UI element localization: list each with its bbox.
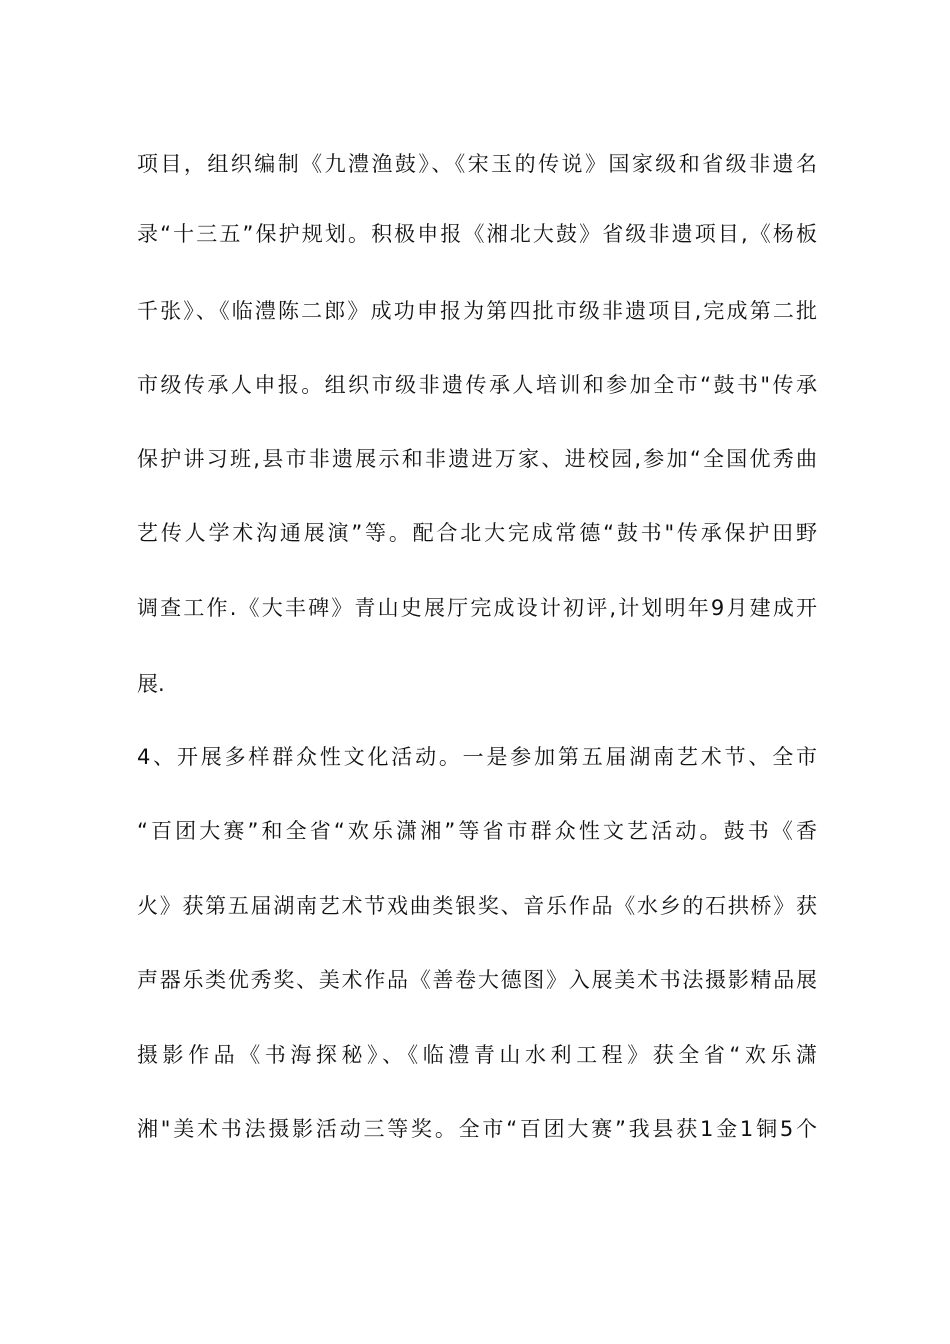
text-line-13: 摄影作品《书海探秘》、《临澧青山水利工程》获全省“欢乐潇 [137, 1043, 817, 1067]
text-line-11: 火》获第五届湖南艺术节戏曲类银奖、音乐作品《水乡的石拱桥》获 [137, 894, 817, 918]
text-line-10: “百团大赛”和全省“欢乐潇湘”等省市群众性文艺活动。鼓书《香 [137, 819, 817, 843]
text-line-1: 项目，组织编制《九澧渔鼓》、《宋玉的传说》国家级和省级非遗名 [137, 152, 817, 176]
text-line-14: 湘"美术书法摄影活动三等奖。全市“百团大赛”我县获1金1铜5个 [137, 1117, 817, 1141]
text-line-3: 千张》、《临澧陈二郎》成功申报为第四批市级非遗项目,完成第二批 [137, 299, 817, 323]
text-line-4: 市级传承人申报。组织市级非遗传承人培训和参加全市“鼓书"传承 [137, 373, 817, 397]
text-line-2: 录“十三五”保护规划。积极申报《湘北大鼓》省级非遗项目,《杨板 [137, 222, 817, 246]
text-line-6: 艺传人学术沟通展演”等。配合北大完成常德“鼓书"传承保护田野 [137, 521, 817, 545]
text-line-9: 4、开展多样群众性文化活动。一是参加第五届湖南艺术节、全市 [137, 745, 817, 769]
text-line-7: 调查工作.《大丰碑》青山史展厅完成设计初评,计划明年9月建成开 [137, 596, 817, 620]
text-line-8: 展. [137, 672, 165, 696]
text-line-12: 声器乐类优秀奖、美术作品《善卷大德图》入展美术书法摄影精品展 [137, 968, 817, 992]
text-line-5: 保护讲习班,县市非遗展示和非遗进万家、进校园,参加“全国优秀曲 [137, 447, 817, 471]
